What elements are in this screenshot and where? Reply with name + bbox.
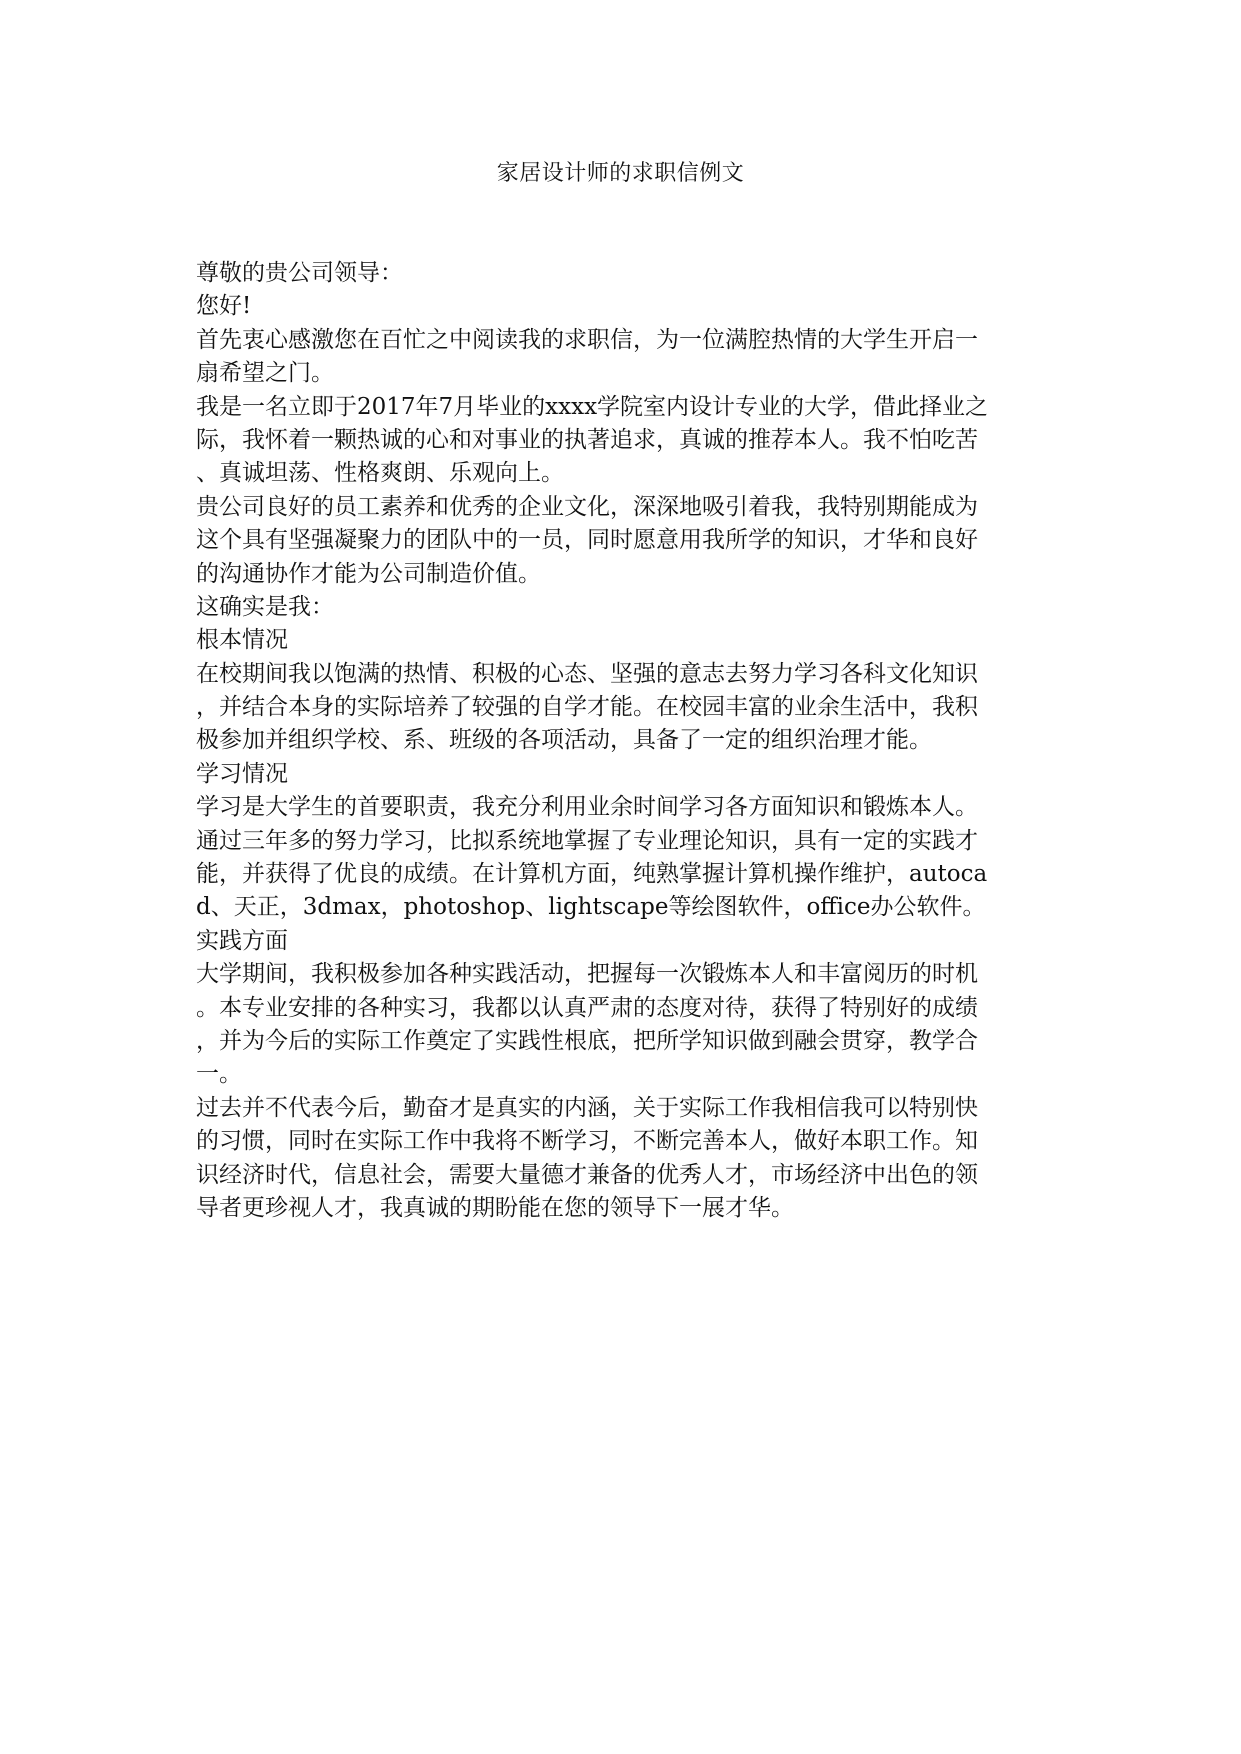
text-line: 能，并获得了优良的成绩。在计算机方面，纯熟掌握计算机操作维护，autoca (196, 861, 988, 888)
text-line: 、真诚坦荡、性格爽朗、乐观向上。 (196, 460, 564, 487)
text-line: 一。 (196, 1061, 242, 1088)
letter-body (196, 257, 1056, 1225)
text-line: 扇希望之门。 (196, 360, 334, 387)
text-line: 的沟通协作才能为公司制造价值。 (196, 560, 541, 587)
text-line: 通过三年多的努力学习，比拟系统地掌握了专业理论知识，具有一定的实践才 (196, 827, 978, 854)
text-line: d、天正，3dmax，photoshop、lightscape等绘图软件，office办公软件。 (196, 894, 986, 921)
text-line: 过去并不代表今后，勤奋才是真实的内涵，关于实际工作我相信我可以特别快 (196, 1094, 978, 1121)
text-line: 导者更珍视人才，我真诚的期盼能在您的领导下一展才华。 (196, 1194, 794, 1221)
text-line: 贵公司良好的员工素养和优秀的企业文化，深深地吸引着我，我特别期能成为 (196, 493, 978, 520)
section-heading: 学习情况 (196, 760, 288, 787)
text-line: 。本专业安排的各种实习，我都以认真严肃的态度对待，获得了特别好的成绩 (196, 994, 978, 1021)
text-line: 首先衷心感激您在百忙之中阅读我的求职信，为一位满腔热情的大学生开启一 (196, 326, 978, 353)
section-heading: 实践方面 (196, 927, 288, 954)
text-line: 您好! (196, 293, 252, 320)
text-line: 学习是大学生的首要职责，我充分利用业余时间学习各方面知识和锻炼本人。 (196, 794, 978, 821)
text-line: ，并结合本身的实际培养了较强的自学才能。在校园丰富的业余生活中，我积 (196, 694, 978, 721)
text-line: 这个具有坚强凝聚力的团队中的一员，同时愿意用我所学的知识，才华和良好 (196, 527, 978, 554)
text-line: 际，我怀着一颗热诚的心和对事业的执著追求，真诚的推荐本人。我不怕吃苦 (196, 426, 978, 453)
text-line: ，并为今后的实际工作奠定了实践性根底，把所学知识做到融会贯穿，教学合 (196, 1027, 978, 1054)
text-line: 我是一名立即于2017年7月毕业的xxxx学院室内设计专业的大学，借此择业之 (196, 393, 989, 420)
text-line: 的习惯，同时在实际工作中我将不断学习，不断完善本人，做好本职工作。知 (196, 1128, 978, 1155)
section-heading: 根本情况 (196, 627, 288, 654)
text-line: 极参加并组织学校、系、班级的各项活动，具备了一定的组织治理才能。 (196, 727, 932, 754)
text-line: 在校期间我以饱满的热情、积极的心态、坚强的意志去努力学习各科文化知识 (196, 660, 978, 687)
document-title: 家居设计师的求职信例文 (496, 161, 745, 186)
text-line: 识经济时代，信息社会，需要大量德才兼备的优秀人才，市场经济中出色的领 (196, 1161, 978, 1188)
text-line: 尊敬的贵公司领导： (196, 260, 403, 286)
text-line: 这确实是我： (196, 593, 334, 620)
text-line: 大学期间，我积极参加各种实践活动，把握每一次锻炼本人和丰富阅历的时机 (196, 961, 978, 988)
